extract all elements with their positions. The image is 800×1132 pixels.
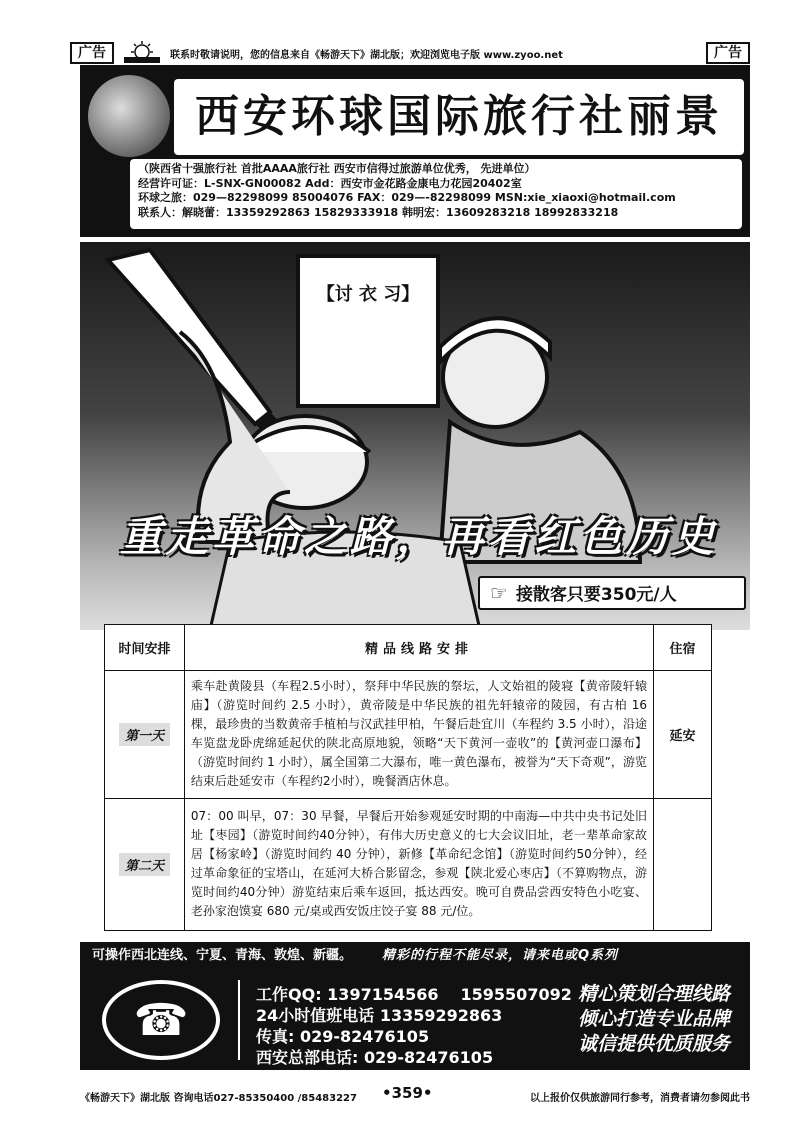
page-number: •359• — [382, 1084, 433, 1102]
hotline: 24小时值班电话 13359292863 — [256, 1006, 503, 1025]
stay-location: 延安 — [654, 671, 712, 799]
day-label: 第二天 — [119, 853, 170, 876]
table-header-row — [105, 625, 712, 671]
ad-tag-left: 广告 — [70, 42, 114, 64]
table-row — [105, 671, 712, 799]
agency-license: 经营许可证：L-SNX-GN00082 Add：西安市金花路金康电力花园20402室 — [138, 176, 522, 190]
hq-phone: 西安总部电话: 029-82476105 — [256, 1048, 494, 1067]
table-row — [105, 799, 712, 931]
book-title: 【讨 衣 习】 — [316, 284, 420, 305]
agency-honors: （陕西省十强旅行社 首批AAAA旅行社 西安市信得过旅游单位优秀， 先进单位） — [138, 162, 536, 175]
motto-line: 诚信提供优质服务 — [578, 1033, 731, 1055]
motto — [578, 982, 730, 1057]
agency-banner — [80, 65, 750, 237]
poster-illustration — [80, 242, 750, 630]
price-tag — [478, 576, 746, 610]
extra-routes: 可操作西北连线、宁夏、青海、敦煌、新疆。 — [92, 948, 353, 963]
fax: 传真: 029-82476105 — [256, 1027, 430, 1046]
route-description: 07：00 叫早，07：30 早餐，早餐后开始参观延安时期的中南海—中共中央书记处旧址【枣园】（游览时间约40分钟），有伟大历史意义的七大会议旧址，老一辈革命家故居【杨家岭】（游览时间约 40 分钟），新修【革命纪念馆】（游览时间约50分钟），经过革命象征的宝塔山，在延河大桥合影留念，参观【陕北爱心枣店】（不算购物点，游览时间约40分钟）游览结束后乘车返回，抵达西安。晚可自费品尝西安特色小吃宴、老孙家泡馍宴 680 元/桌或西安饭庄饺子宴 88 元/位。 — [190, 808, 648, 918]
magazine-logo-icon — [120, 40, 164, 64]
day-label: 第一天 — [119, 723, 170, 746]
itinerary-table — [104, 624, 712, 931]
ad-tag-right: 广告 — [706, 42, 750, 64]
header-route: 精品线路安排 — [184, 625, 653, 671]
divider — [238, 980, 240, 1060]
telephone-icon: ☎ — [102, 980, 220, 1060]
qq-second: 1595507092 — [460, 985, 572, 1004]
footer-publication: 《畅游天下》湖北版 咨询电话027-85350400 /85483227 — [80, 1093, 357, 1104]
poster-slogan: 重走革命之路，再看红色历史 — [120, 512, 719, 561]
contact-band — [80, 942, 750, 1070]
route-description: 乘车赴黄陵县（车程2.5小时），祭拜中华民族的祭坛，人文始祖的陵寝【黄帝陵轩辕庙】（游览时间约 2.5 小时），黄帝陵是中华民族的祖先轩辕帝的陵园，有古柏 16 棵，最珍贵的当数黄帝手植柏与汉武挂甲柏，午餐后赴宜川（车程约 3.5 小时），沿途车览盘龙卧虎绵延起伏的陕北高原地貌，领略“天下黄河一壶收”的【黄河壶口瀑布】（游览时间约 1 小时），属全国第二大瀑布，唯一黄色瀑布，被誉为“天下奇观”，游览结束后赴延安市（车程约2小时），晚餐酒店休息。 — [190, 678, 648, 788]
revolution-poster — [80, 242, 750, 630]
agency-contacts: 联系人：解晓蕾：13359292863 15829333918 韩明宏：13609283218 18992833218 — [138, 205, 619, 219]
pointing-hand-icon: ☞ — [490, 581, 508, 605]
page-footer — [80, 1086, 750, 1106]
header-stay: 住宿 — [654, 625, 712, 671]
contact-box — [80, 970, 750, 1070]
info-source-note: 联系时敬请说明，您的信息来自《畅游天下》湖北版；欢迎浏览电子版 www.zyoo.net — [170, 50, 563, 61]
contact-lines — [256, 984, 572, 1068]
qq-label: 工作QQ: 1397154566 — [256, 985, 439, 1004]
extra-slogan: 精彩的行程不能尽录，请来电或Q系列 — [382, 948, 619, 963]
price-text: 接散客只要350元/人 — [515, 585, 677, 605]
motto-line: 精心策划合理线路 — [578, 983, 731, 1005]
agency-info — [130, 159, 742, 229]
footer-disclaimer: 以上报价仅供旅游同行参考，消费者请勿参阅此书 — [530, 1093, 750, 1104]
extra-routes-bar — [80, 942, 750, 970]
header-time: 时间安排 — [105, 625, 185, 671]
globe-logo-icon — [88, 75, 170, 157]
agency-phones: 环球之旅：029—82298099 85004076 FAX：029—-82298099 MSN:xie_xiaoxi@hotmail.com — [138, 191, 676, 204]
top-strip — [70, 42, 750, 64]
motto-line: 倾心打造专业品牌 — [578, 1008, 731, 1030]
agency-title: 西安环球国际旅行社丽景 — [174, 79, 744, 155]
stay-location — [654, 799, 712, 931]
